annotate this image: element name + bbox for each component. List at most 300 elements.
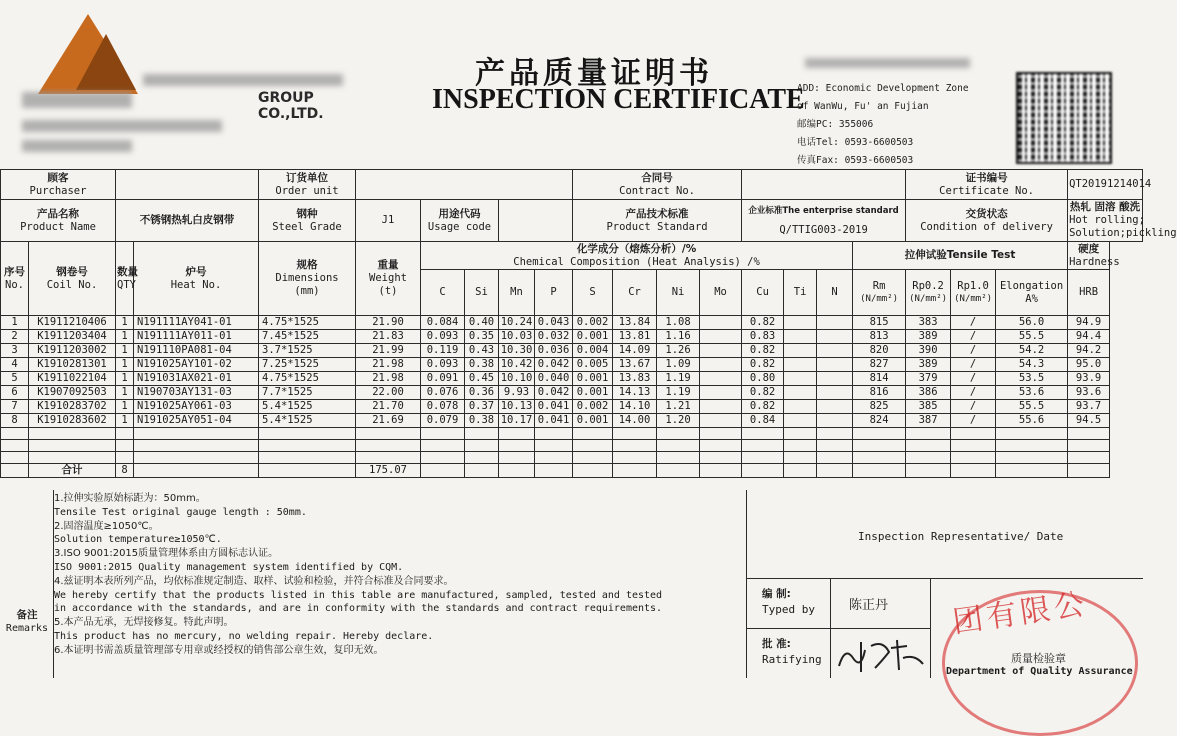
col-hardness bbox=[1068, 242, 1120, 270]
table-cell: / bbox=[951, 330, 996, 344]
col-coil bbox=[29, 242, 116, 316]
col-dimensions bbox=[259, 242, 356, 316]
logo-inner-triangle-icon bbox=[76, 34, 136, 90]
table-cell: 0.078 bbox=[421, 400, 465, 414]
usage-code-value bbox=[499, 200, 573, 242]
element-n: N bbox=[817, 270, 853, 316]
table-cell: 389 bbox=[906, 358, 951, 372]
table-cell: 0.37 bbox=[465, 400, 499, 414]
order-unit-label-cn: 订货单位 bbox=[286, 171, 328, 184]
empty-row bbox=[1, 428, 1143, 440]
col-dimensions-cn: 规格 bbox=[296, 259, 318, 271]
address-line: of WanWu, Fu' an Fujian bbox=[797, 101, 929, 112]
table-cell: 95.0 bbox=[1068, 358, 1110, 372]
table-cell: 0.043 bbox=[535, 316, 573, 330]
order-unit-label-en: Order unit bbox=[275, 184, 339, 197]
table-cell: / bbox=[951, 316, 996, 330]
table-cell: 0.093 bbox=[421, 358, 465, 372]
seal-arc-text: 团有限公 bbox=[950, 586, 1091, 641]
table-cell bbox=[700, 316, 742, 330]
table-cell: 21.99 bbox=[356, 344, 421, 358]
tensile-test-header: 拉伸试验Tensile Test bbox=[853, 242, 1068, 270]
element-ni: Ni bbox=[657, 270, 700, 316]
blurred-company-name-cn bbox=[143, 74, 343, 86]
table-cell: 0.38 bbox=[465, 414, 499, 428]
table-cell: 1 bbox=[1, 316, 29, 330]
typed-by-name: 陈正丹 bbox=[849, 598, 889, 613]
table-cell: 21.98 bbox=[356, 372, 421, 386]
table-cell: 10.17 bbox=[499, 414, 535, 428]
table-row bbox=[1, 316, 1143, 330]
certificate-title-cn: 产品质量证明书 bbox=[475, 56, 713, 91]
table-cell: 1 bbox=[116, 344, 134, 358]
remark-line: Tensile Test original gauge length : 50mm. bbox=[54, 506, 307, 518]
remarks-label bbox=[2, 608, 52, 636]
company-address bbox=[797, 80, 969, 170]
remark-line: 2.固溶温度≥1050℃。 bbox=[54, 520, 159, 532]
element-p: P bbox=[535, 270, 573, 316]
table-cell bbox=[784, 330, 817, 344]
table-cell: 825 bbox=[853, 400, 906, 414]
table-cell bbox=[817, 344, 853, 358]
table-cell bbox=[817, 316, 853, 330]
steel-grade-label bbox=[259, 200, 356, 242]
product-standard-label-cn: 产品技术标准 bbox=[625, 207, 689, 220]
enterprise-standard bbox=[742, 200, 906, 242]
order-unit-value bbox=[356, 170, 573, 200]
table-cell: N190703AY131-03 bbox=[134, 386, 259, 400]
col-rp10-label: Rp1.0 bbox=[957, 279, 989, 292]
table-cell: 0.041 bbox=[535, 400, 573, 414]
col-weight-cn: 重量 bbox=[377, 259, 399, 271]
table-cell: 0.80 bbox=[742, 372, 784, 386]
typed-by-value bbox=[830, 578, 931, 628]
col-rm-label: Rm bbox=[872, 279, 886, 292]
table-cell bbox=[784, 400, 817, 414]
table-cell: 1.16 bbox=[657, 330, 700, 344]
delivery-condition-label-cn: 交货状态 bbox=[965, 207, 1008, 220]
element-mn: Mn bbox=[499, 270, 535, 316]
table-cell: 9.93 bbox=[499, 386, 535, 400]
remark-line: We hereby certify that the products listed in this table are manufactured, sampled, tested and tested bbox=[54, 589, 663, 601]
table-cell: 22.00 bbox=[356, 386, 421, 400]
table-cell: 0.119 bbox=[421, 344, 465, 358]
table-cell bbox=[817, 386, 853, 400]
empty-row bbox=[1, 440, 1143, 452]
chemical-composition-header bbox=[421, 242, 853, 270]
usage-code-label bbox=[421, 200, 499, 242]
table-cell: / bbox=[951, 372, 996, 386]
table-cell: 56.0 bbox=[996, 316, 1068, 330]
qr-code-icon bbox=[1016, 72, 1112, 164]
col-rp02-unit: (N/mm²) bbox=[909, 293, 948, 304]
table-cell: 21.98 bbox=[356, 358, 421, 372]
element-ti: Ti bbox=[784, 270, 817, 316]
steel-grade-label-cn: 钢种 bbox=[296, 207, 318, 220]
table-cell: 0.001 bbox=[573, 414, 613, 428]
col-rm bbox=[853, 270, 906, 316]
table-cell: 0.036 bbox=[535, 344, 573, 358]
table-cell bbox=[784, 372, 817, 386]
handwritten-signature-icon bbox=[831, 628, 931, 678]
col-hrb: HRB bbox=[1068, 270, 1110, 316]
table-cell bbox=[700, 400, 742, 414]
contract-label-en: Contract No. bbox=[619, 184, 695, 197]
table-cell: 1.26 bbox=[657, 344, 700, 358]
purchaser-label-cn: 顾客 bbox=[47, 171, 69, 184]
table-cell: 53.6 bbox=[996, 386, 1068, 400]
table-cell: 0.38 bbox=[465, 358, 499, 372]
table-cell: / bbox=[951, 414, 996, 428]
col-elongation bbox=[996, 270, 1068, 316]
table-cell: 10.30 bbox=[499, 344, 535, 358]
table-cell: 1 bbox=[116, 414, 134, 428]
table-cell: 1.09 bbox=[657, 358, 700, 372]
col-heat-en: Heat No. bbox=[170, 278, 222, 291]
table-cell: N191025AY101-02 bbox=[134, 358, 259, 372]
purchaser-value bbox=[116, 170, 259, 200]
remarks-section bbox=[0, 490, 747, 678]
table-cell: 94.4 bbox=[1068, 330, 1110, 344]
contract-label-cn: 合同号 bbox=[641, 171, 673, 184]
table-cell bbox=[700, 344, 742, 358]
table-cell: N191110PA081-04 bbox=[134, 344, 259, 358]
order-unit-label bbox=[259, 170, 356, 200]
blurred-company-name bbox=[22, 92, 132, 108]
table-cell: 1.19 bbox=[657, 386, 700, 400]
table-cell: 827 bbox=[853, 358, 906, 372]
total-qty: 8 bbox=[116, 464, 134, 478]
table-cell: 14.00 bbox=[613, 414, 657, 428]
contract-value bbox=[742, 170, 906, 200]
table-cell: 0.042 bbox=[535, 358, 573, 372]
table-cell: K1911022104 bbox=[29, 372, 116, 386]
table-cell: 14.09 bbox=[613, 344, 657, 358]
table-cell: 0.079 bbox=[421, 414, 465, 428]
table-cell: 820 bbox=[853, 344, 906, 358]
table-cell: 1.08 bbox=[657, 316, 700, 330]
delivery-condition-en1: Hot rolling; bbox=[1069, 214, 1145, 226]
certificate-no-label bbox=[906, 170, 1068, 200]
table-cell: 3.7*1525 bbox=[259, 344, 356, 358]
col-weight-en: Weight bbox=[369, 272, 407, 284]
product-standard-label bbox=[573, 200, 742, 242]
ratifying-label-cn: 批 准: bbox=[762, 638, 791, 650]
table-row bbox=[1, 344, 1143, 358]
table-cell: 13.81 bbox=[613, 330, 657, 344]
table-cell: 824 bbox=[853, 414, 906, 428]
table-cell: 93.9 bbox=[1068, 372, 1110, 386]
table-cell: 0.40 bbox=[465, 316, 499, 330]
usage-code-label-cn: 用途代码 bbox=[438, 207, 481, 220]
remarks-label-en: Remarks bbox=[5, 623, 49, 634]
blurred-company-subtitle bbox=[22, 120, 222, 132]
seal-text-en: Department of Quality Assurance bbox=[946, 666, 1133, 677]
table-cell: 1.19 bbox=[657, 372, 700, 386]
remark-line: ISO 9001:2015 Quality management system identified by CQM. bbox=[54, 561, 404, 573]
table-cell: 0.093 bbox=[421, 330, 465, 344]
steel-grade-label-en: Steel Grade bbox=[272, 220, 342, 233]
table-cell: 55.5 bbox=[996, 330, 1068, 344]
table-cell: 21.70 bbox=[356, 400, 421, 414]
table-cell: 383 bbox=[906, 316, 951, 330]
table-cell: N191111AY011-01 bbox=[134, 330, 259, 344]
table-cell bbox=[817, 400, 853, 414]
table-cell: 5.4*1525 bbox=[259, 414, 356, 428]
col-qty bbox=[116, 242, 138, 316]
certificate-no-label-en: Certificate No. bbox=[939, 184, 1034, 197]
col-no-en: No. bbox=[5, 278, 24, 291]
table-cell: 3 bbox=[1, 344, 29, 358]
column-header-row-1 bbox=[1, 242, 1143, 270]
blurred-address-header bbox=[805, 58, 970, 68]
table-cell: 0.091 bbox=[421, 372, 465, 386]
table-cell: 0.35 bbox=[465, 330, 499, 344]
product-name-label-en: Product Name bbox=[20, 220, 96, 233]
delivery-condition-cn: 热轧 固溶 酸洗 bbox=[1069, 201, 1141, 213]
table-cell: 1 bbox=[116, 386, 134, 400]
remarks-text bbox=[54, 492, 744, 658]
table-row bbox=[1, 372, 1143, 386]
table-cell: 54.2 bbox=[996, 344, 1068, 358]
fax: 传真Fax: 0593-6600503 bbox=[797, 155, 914, 166]
signature-divider bbox=[930, 578, 931, 678]
table-cell: N191025AY061-03 bbox=[134, 400, 259, 414]
table-cell: 0.002 bbox=[573, 400, 613, 414]
table-cell: 0.032 bbox=[535, 330, 573, 344]
typed-by-label-en: Typed by bbox=[762, 603, 815, 616]
table-cell: 7.25*1525 bbox=[259, 358, 356, 372]
table-cell bbox=[784, 414, 817, 428]
col-dimensions-en: Dimensions bbox=[275, 272, 339, 284]
remark-line: 1.拉伸实验原始标距为：50mm。 bbox=[54, 493, 206, 504]
table-cell: 10.24 bbox=[499, 316, 535, 330]
col-rm-unit: (N/mm²) bbox=[860, 293, 899, 304]
element-cu: Cu bbox=[742, 270, 784, 316]
table-cell: 813 bbox=[853, 330, 906, 344]
col-qty-en: QTY bbox=[117, 278, 136, 291]
seal-text-cn: 质量检验章 bbox=[1011, 652, 1066, 665]
col-dimensions-unit: (mm) bbox=[294, 285, 320, 297]
table-cell: 5 bbox=[1, 372, 29, 386]
table-cell bbox=[784, 344, 817, 358]
telephone: 电话Tel: 0593-6600503 bbox=[797, 137, 914, 148]
delivery-condition-label-en: Condition of delivery bbox=[920, 220, 1053, 233]
remark-line: in accordance with the standards, and are in conformity with the standards and contract requirements. bbox=[54, 603, 663, 615]
table-cell: 379 bbox=[906, 372, 951, 386]
table-cell: K1911203404 bbox=[29, 330, 116, 344]
product-name-label bbox=[1, 200, 116, 242]
table-cell: / bbox=[951, 358, 996, 372]
table-cell bbox=[817, 330, 853, 344]
table-cell: 13.83 bbox=[613, 372, 657, 386]
table-row bbox=[1, 330, 1143, 344]
table-cell: 0.82 bbox=[742, 386, 784, 400]
col-rp10-unit: (N/mm²) bbox=[954, 293, 993, 304]
col-heat-cn: 炉号 bbox=[185, 265, 207, 278]
table-cell: 13.84 bbox=[613, 316, 657, 330]
table-cell: 7 bbox=[1, 400, 29, 414]
table-row bbox=[1, 358, 1143, 372]
table-cell: 94.5 bbox=[1068, 414, 1110, 428]
table-cell: K1907092503 bbox=[29, 386, 116, 400]
remark-line: 6.本证明书需盖质量管理部专用章或经授权的销售部公章生效，复印无效。 bbox=[54, 644, 384, 656]
signature-box bbox=[746, 578, 1143, 678]
table-cell: 21.90 bbox=[356, 316, 421, 330]
delivery-condition-en2: Solution;pickling bbox=[1069, 227, 1177, 239]
table-cell: 10.10 bbox=[499, 372, 535, 386]
table-cell: 10.42 bbox=[499, 358, 535, 372]
table-cell: 10.13 bbox=[499, 400, 535, 414]
table-cell: 7.7*1525 bbox=[259, 386, 356, 400]
table-cell: 93.6 bbox=[1068, 386, 1110, 400]
total-weight: 175.07 bbox=[356, 464, 421, 478]
col-rp02 bbox=[906, 270, 951, 316]
table-cell: 93.7 bbox=[1068, 400, 1110, 414]
table-cell: 8 bbox=[1, 414, 29, 428]
table-cell: 0.82 bbox=[742, 400, 784, 414]
table-cell: 0.82 bbox=[742, 358, 784, 372]
table-cell: 55.6 bbox=[996, 414, 1068, 428]
product-name-value: 不锈钢热轧白皮钢带 bbox=[116, 200, 259, 242]
table-cell: N191031AX021-01 bbox=[134, 372, 259, 386]
table-cell: 0.84 bbox=[742, 414, 784, 428]
table-cell: 386 bbox=[906, 386, 951, 400]
purchaser-label bbox=[1, 170, 116, 200]
table-cell: K1911203002 bbox=[29, 344, 116, 358]
table-cell: 390 bbox=[906, 344, 951, 358]
element-mo: Mo bbox=[700, 270, 742, 316]
typed-by-label-cn: 编 制: bbox=[762, 588, 791, 600]
ratifying-signature bbox=[830, 628, 931, 678]
certificate-no-label-cn: 证书编号 bbox=[965, 171, 1008, 184]
table-cell: 0.040 bbox=[535, 372, 573, 386]
chem-header-cn: 化学成分（熔炼分析）/% bbox=[576, 242, 697, 255]
table-cell: 814 bbox=[853, 372, 906, 386]
col-hardness-en: Hardness bbox=[1069, 255, 1120, 268]
table-cell: / bbox=[951, 386, 996, 400]
inspection-representative-label: Inspection Representative/ Date bbox=[858, 530, 1064, 543]
table-cell: 385 bbox=[906, 400, 951, 414]
col-rp02-label: Rp0.2 bbox=[912, 279, 944, 292]
table-cell: 0.005 bbox=[573, 358, 613, 372]
remark-line: Solution temperature≥1050℃. bbox=[54, 534, 222, 546]
delivery-condition-value bbox=[1068, 200, 1177, 242]
table-cell: / bbox=[951, 344, 996, 358]
ratifying-label bbox=[762, 636, 822, 668]
col-no bbox=[1, 242, 29, 316]
table-cell bbox=[817, 372, 853, 386]
table-cell: K1911210406 bbox=[29, 316, 116, 330]
col-elongation-label: Elongation bbox=[999, 279, 1064, 292]
table-cell: 53.5 bbox=[996, 372, 1068, 386]
table-cell: 14.13 bbox=[613, 386, 657, 400]
remark-line: 5.本产品无承，无焊接修复。特此声明。 bbox=[54, 617, 234, 629]
usage-code-label-en: Usage code bbox=[427, 220, 492, 233]
certificate-title-en: INSPECTION CERTIFICATE bbox=[432, 84, 805, 115]
element-cr: Cr bbox=[613, 270, 657, 316]
table-cell: K1910283602 bbox=[29, 414, 116, 428]
table-cell bbox=[784, 358, 817, 372]
table-cell: 816 bbox=[853, 386, 906, 400]
table-cell: 4.75*1525 bbox=[259, 372, 356, 386]
table-cell: 5.4*1525 bbox=[259, 400, 356, 414]
table-cell: 0.36 bbox=[465, 386, 499, 400]
table-cell: 21.83 bbox=[356, 330, 421, 344]
table-cell bbox=[784, 386, 817, 400]
table-cell: 0.076 bbox=[421, 386, 465, 400]
table-cell bbox=[817, 358, 853, 372]
table-row bbox=[1, 400, 1143, 414]
table-cell: 0.82 bbox=[742, 344, 784, 358]
delivery-condition-label bbox=[906, 200, 1068, 242]
col-heat bbox=[134, 242, 259, 316]
table-cell: 7.45*1525 bbox=[259, 330, 356, 344]
table-cell bbox=[784, 316, 817, 330]
element-si: Si bbox=[465, 270, 499, 316]
table-cell: 0.041 bbox=[535, 414, 573, 428]
table-cell: 55.5 bbox=[996, 400, 1068, 414]
table-cell: 389 bbox=[906, 330, 951, 344]
table-cell: 1.21 bbox=[657, 400, 700, 414]
col-coil-cn: 钢卷号 bbox=[56, 265, 88, 278]
table-cell: 0.001 bbox=[573, 372, 613, 386]
table-cell: 1 bbox=[116, 400, 134, 414]
certificate-table bbox=[0, 169, 1177, 478]
col-no-cn: 序号 bbox=[4, 265, 25, 278]
table-cell: 21.69 bbox=[356, 414, 421, 428]
table-cell: 54.3 bbox=[996, 358, 1068, 372]
table-cell bbox=[700, 372, 742, 386]
table-cell: 0.82 bbox=[742, 316, 784, 330]
table-cell: 6 bbox=[1, 386, 29, 400]
table-cell: N191111AY041-01 bbox=[134, 316, 259, 330]
table-cell: 1 bbox=[116, 330, 134, 344]
chem-header-en: Chemical Composition (Heat Analysis) /% bbox=[513, 255, 760, 268]
table-cell: 94.2 bbox=[1068, 344, 1110, 358]
col-weight bbox=[356, 242, 421, 316]
col-qty-cn: 数量 bbox=[117, 265, 138, 278]
table-cell: 0.084 bbox=[421, 316, 465, 330]
table-cell: 0.45 bbox=[465, 372, 499, 386]
table-cell: 4 bbox=[1, 358, 29, 372]
empty-row bbox=[1, 452, 1143, 464]
typed-by-row bbox=[746, 578, 930, 629]
table-cell: K1910281301 bbox=[29, 358, 116, 372]
data-rows bbox=[1, 316, 1143, 428]
purchaser-label-en: Purchaser bbox=[29, 184, 87, 197]
table-cell: 1 bbox=[116, 316, 134, 330]
table-cell: 0.002 bbox=[573, 316, 613, 330]
table-cell: 387 bbox=[906, 414, 951, 428]
element-c: C bbox=[421, 270, 465, 316]
table-cell: 0.042 bbox=[535, 386, 573, 400]
table-cell bbox=[700, 358, 742, 372]
blurred-company-line bbox=[22, 140, 132, 152]
table-cell bbox=[817, 414, 853, 428]
ratifying-label-en: Ratifying bbox=[762, 653, 822, 666]
table-cell: 10.03 bbox=[499, 330, 535, 344]
product-row bbox=[1, 200, 1143, 242]
table-cell: 0.001 bbox=[573, 386, 613, 400]
product-name-label-cn: 产品名称 bbox=[37, 207, 79, 220]
postal-code: 邮编PC: 355006 bbox=[797, 119, 874, 130]
table-row bbox=[1, 386, 1143, 400]
table-cell: / bbox=[951, 400, 996, 414]
total-row bbox=[1, 464, 1143, 478]
typed-by-label bbox=[762, 586, 815, 618]
address-line: ADD: Economic Development Zone bbox=[797, 83, 969, 94]
